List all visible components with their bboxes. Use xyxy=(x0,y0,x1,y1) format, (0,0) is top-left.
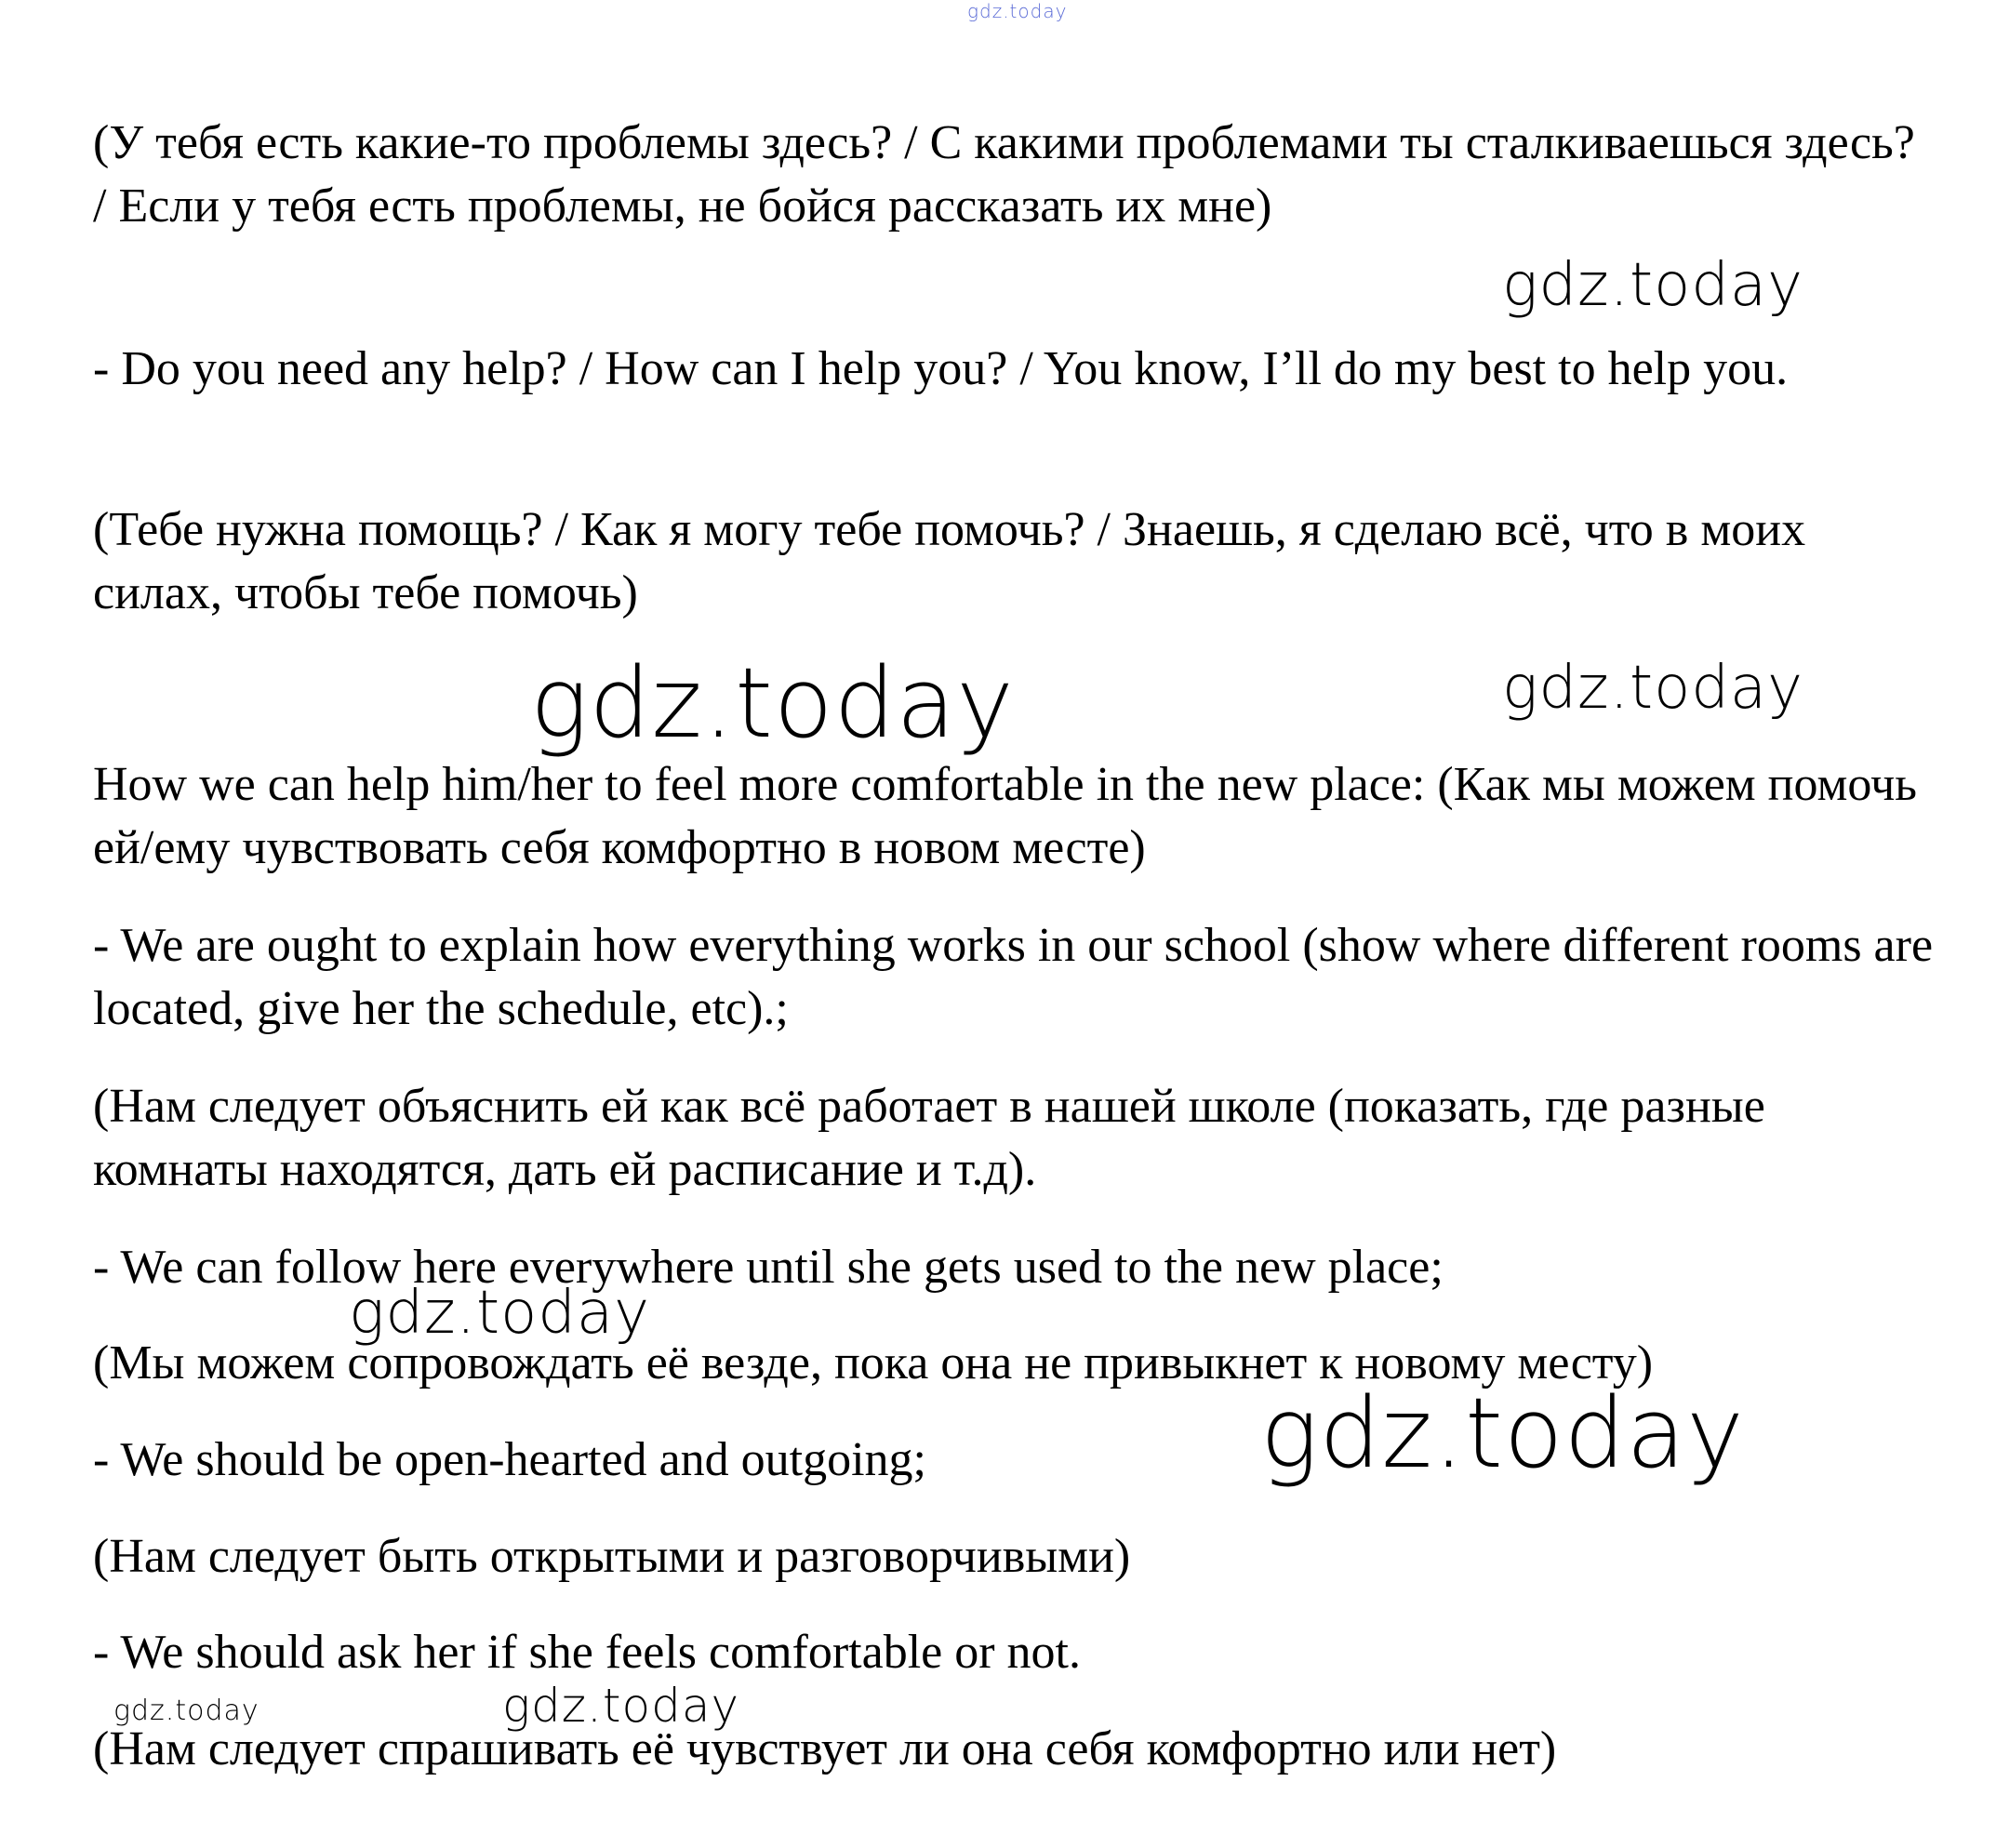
watermark-4: gdz.today xyxy=(349,1279,650,1348)
paragraph-help-en: - Do you need any help? / How can I help you? / You know, I’ll do my best to help you. xyxy=(93,342,1789,395)
paragraph-explain-ru: (Нам следует объяснить ей как всё работает в нашей школе (показать, где разные комнаты находятся, дать ей расписание и т.д). xyxy=(93,1080,1765,1196)
watermark-5: gdz.today xyxy=(1260,1376,1745,1490)
paragraph-open-ru: (Нам следует быть открытыми и разговорчивыми) xyxy=(93,1530,1131,1583)
paragraph-ask-en: - We should ask her if she feels comfortable or not. xyxy=(93,1626,1081,1679)
paragraph-ask-ru: (Нам следует спрашивать её чувствует ли она себя комфортно или нет) xyxy=(93,1722,1557,1775)
watermark-6: gdz.today xyxy=(113,1695,259,1727)
paragraph-help-ru: (Тебе нужна помощь? / Как я могу тебе помочь? / Знаешь, я сделаю всё, что в моих силах, чтобы тебе помочь) xyxy=(93,503,1806,619)
paragraph-problems-ru: (У тебя есть какие-то проблемы здесь? / С какими проблемами ты сталкиваешься здесь? / Если у тебя есть проблемы, не бойся рассказать их мне) xyxy=(93,116,1915,233)
watermark-3: gdz.today xyxy=(1502,654,1803,723)
watermark-1: gdz.today xyxy=(1502,251,1803,320)
watermark-7: gdz.today xyxy=(502,1679,740,1733)
paragraph-follow-ru: (Мы можем сопровождать её везде, пока она не привыкнет к новому месту) xyxy=(93,1336,1654,1389)
paragraph-open-en: - We should be open-hearted and outgoing; xyxy=(93,1433,926,1486)
paragraph-explain-en: - We are ought to explain how everything works in our school (show where different rooms are located, give her the schedule, etc).; xyxy=(93,919,1934,1035)
paragraph-follow-en: - We can follow here everywhere until she gets used to the new place; xyxy=(93,1241,1444,1294)
watermark-2: gdz.today xyxy=(530,646,1015,760)
paragraph-how-help-heading: How we can help him/her to feel more comfortable in the new place: (Как мы можем помочь ей/ему чувствовать себя комфортно в новом месте) xyxy=(93,758,1917,874)
watermark-top: gdz.today xyxy=(967,0,1068,22)
